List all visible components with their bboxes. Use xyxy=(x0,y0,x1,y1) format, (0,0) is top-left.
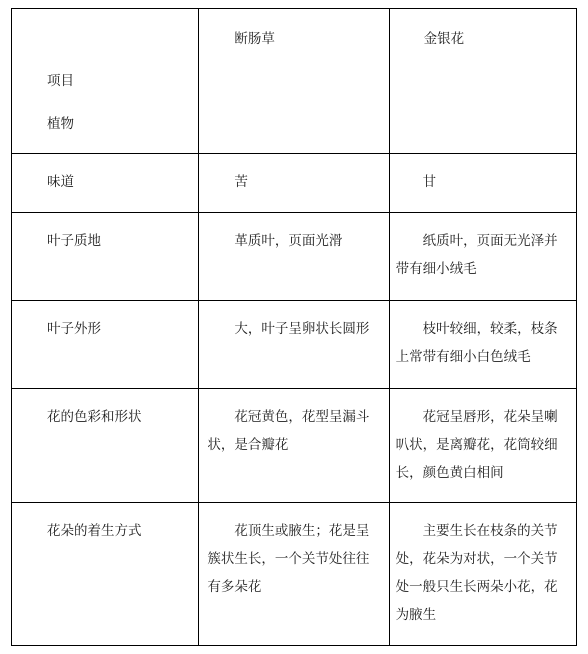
value-text: 花冠呈唇形，花朵呈喇叭状，是离瓣花，花筒较细长，颜色黄白相间 xyxy=(395,409,558,481)
value-text: 花冠黄色，花型呈漏斗状，是合瓣花 xyxy=(207,409,370,453)
column-header: 金银花 xyxy=(423,31,465,47)
column-header-cell xyxy=(389,9,576,154)
attribute-label: 花朵的着生方式 xyxy=(47,523,142,539)
comparison-table xyxy=(11,8,577,646)
value-text: 纸质叶，页面无光泽并带有细小绒毛 xyxy=(395,233,558,277)
value-cell xyxy=(389,301,576,389)
corner-bottom-label: 植物 xyxy=(47,116,74,132)
value-text: 革质叶，页面光滑 xyxy=(234,233,343,249)
value-cell xyxy=(389,154,576,213)
value-cell xyxy=(199,389,389,503)
corner-top-label: 项目 xyxy=(47,73,74,89)
attribute-cell xyxy=(12,389,199,503)
value-text: 花顶生或腋生；花是呈簇状生长，一个关节处往往有多朵花 xyxy=(207,523,370,595)
value-cell xyxy=(389,213,576,301)
value-text: 甘 xyxy=(422,174,437,190)
value-cell xyxy=(389,503,576,646)
attribute-label: 叶子外形 xyxy=(47,321,101,337)
table-row xyxy=(12,154,577,213)
header-row xyxy=(12,9,577,154)
value-cell xyxy=(199,301,389,389)
value-cell xyxy=(199,503,389,646)
corner-cell xyxy=(12,9,199,154)
table-row xyxy=(12,301,577,389)
value-cell xyxy=(199,213,389,301)
column-header: 断肠草 xyxy=(234,31,275,47)
table-row xyxy=(12,503,577,646)
value-text: 主要生长在枝条的关节处，花朵为对状，一个关节处一般只生长两朵小花，花为腋生 xyxy=(395,523,558,623)
attribute-label: 味道 xyxy=(47,174,74,190)
attribute-label: 花的色彩和形状 xyxy=(47,409,142,425)
column-header-cell xyxy=(199,9,389,154)
value-text: 枝叶较细，较柔，枝条上常带有细小白色绒毛 xyxy=(395,321,558,365)
attribute-cell xyxy=(12,154,199,213)
table-row xyxy=(12,389,577,503)
attribute-cell xyxy=(12,213,199,301)
attribute-cell xyxy=(12,503,199,646)
value-cell xyxy=(389,389,576,503)
table-row xyxy=(12,213,577,301)
value-text: 大，叶子呈卵状长圆形 xyxy=(234,321,370,337)
attribute-cell xyxy=(12,301,199,389)
value-text: 苦 xyxy=(234,174,248,190)
attribute-label: 叶子质地 xyxy=(47,233,101,249)
value-cell xyxy=(199,154,389,213)
